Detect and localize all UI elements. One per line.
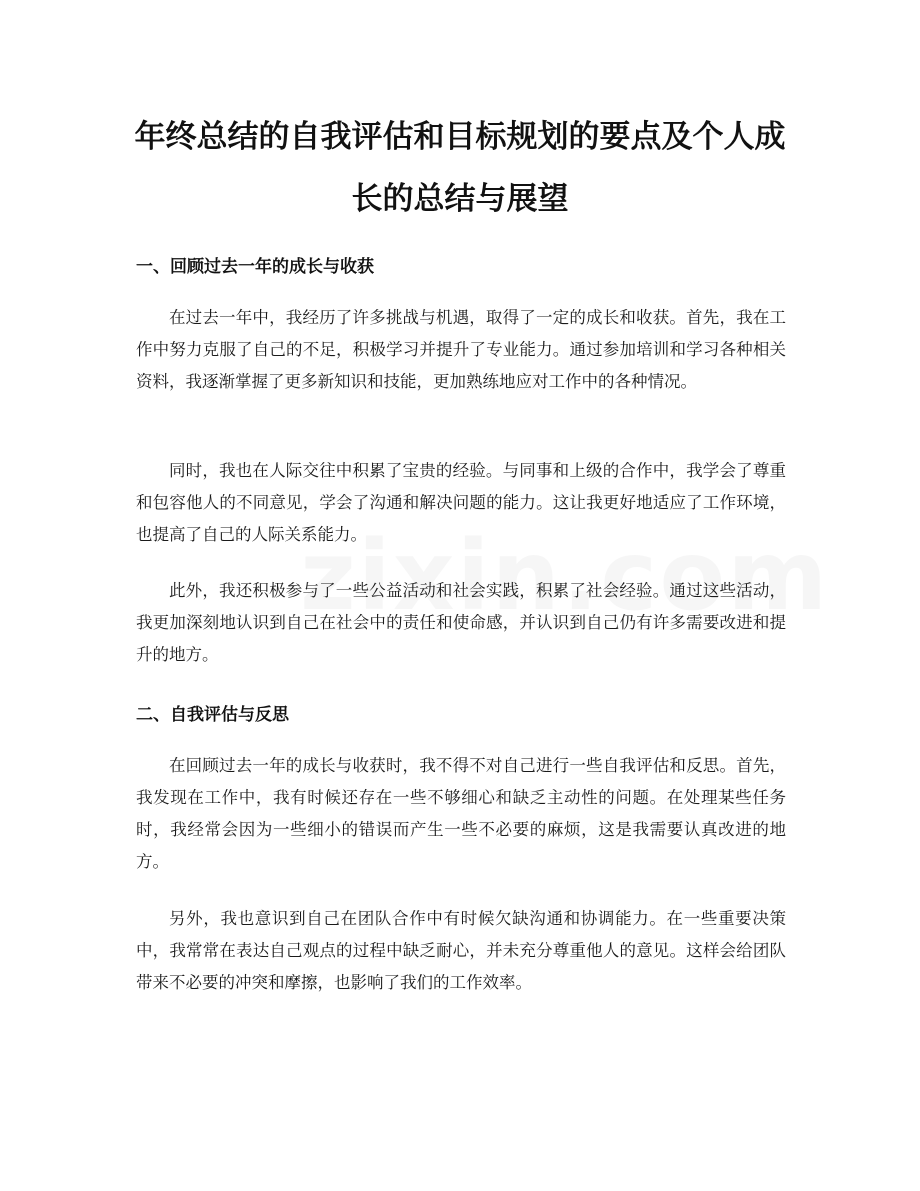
section-1-paragraph-3: 此外，我还积极参与了一些公益活动和社会实践，积累了社会经验。通过这些活动，我更加深刻地认识到自己在社会中的责任和使命感，并认识到自己仍有许多需要改进和提升的地方。 [136,581,786,664]
section-heading-2: 二、自我评估与反思 [136,705,289,725]
document-title: 年终总结的自我评估和目标规划的要点及个人成长的总结与展望 [134,119,786,217]
section-2-paragraph-1: 在回顾过去一年的成长与收获时，我不得不对自己进行一些自我评估和反思。首先，我发现在工作中，我有时候还存在一些不够细心和缺乏主动性的问题。在处理某些任务时，我经常会因为一些细小的错误而产生一些不必要的麻烦，这是我需要认真改进的地方。 [136,756,786,871]
section-heading-1: 一、回顾过去一年的成长与收获 [136,257,374,277]
section-2-paragraph-2: 另外，我也意识到自己在团队合作中有时候欠缺沟通和协调能力。在一些重要决策中，我常常在表达自己观点的过程中缺乏耐心，并未充分尊重他人的意见。这样会给团队带来不必要的冲突和摩擦，也影响了我们的工作效率。 [136,909,786,992]
section-1-paragraph-1: 在过去一年中，我经历了许多挑战与机遇，取得了一定的成长和收获。首先，我在工作中努力克服了自己的不足，积极学习并提升了专业能力。通过参加培训和学习各种相关资料，我逐渐掌握了更多新知识和技能，更加熟练地应对工作中的各种情况。 [136,308,786,391]
section-1-paragraph-2: 同时，我也在人际交往中积累了宝贵的经验。与同事和上级的合作中，我学会了尊重和包容他人的不同意见，学会了沟通和解决问题的能力。这让我更好地适应了工作环境，也提高了自己的人际关系能力。 [136,461,786,544]
